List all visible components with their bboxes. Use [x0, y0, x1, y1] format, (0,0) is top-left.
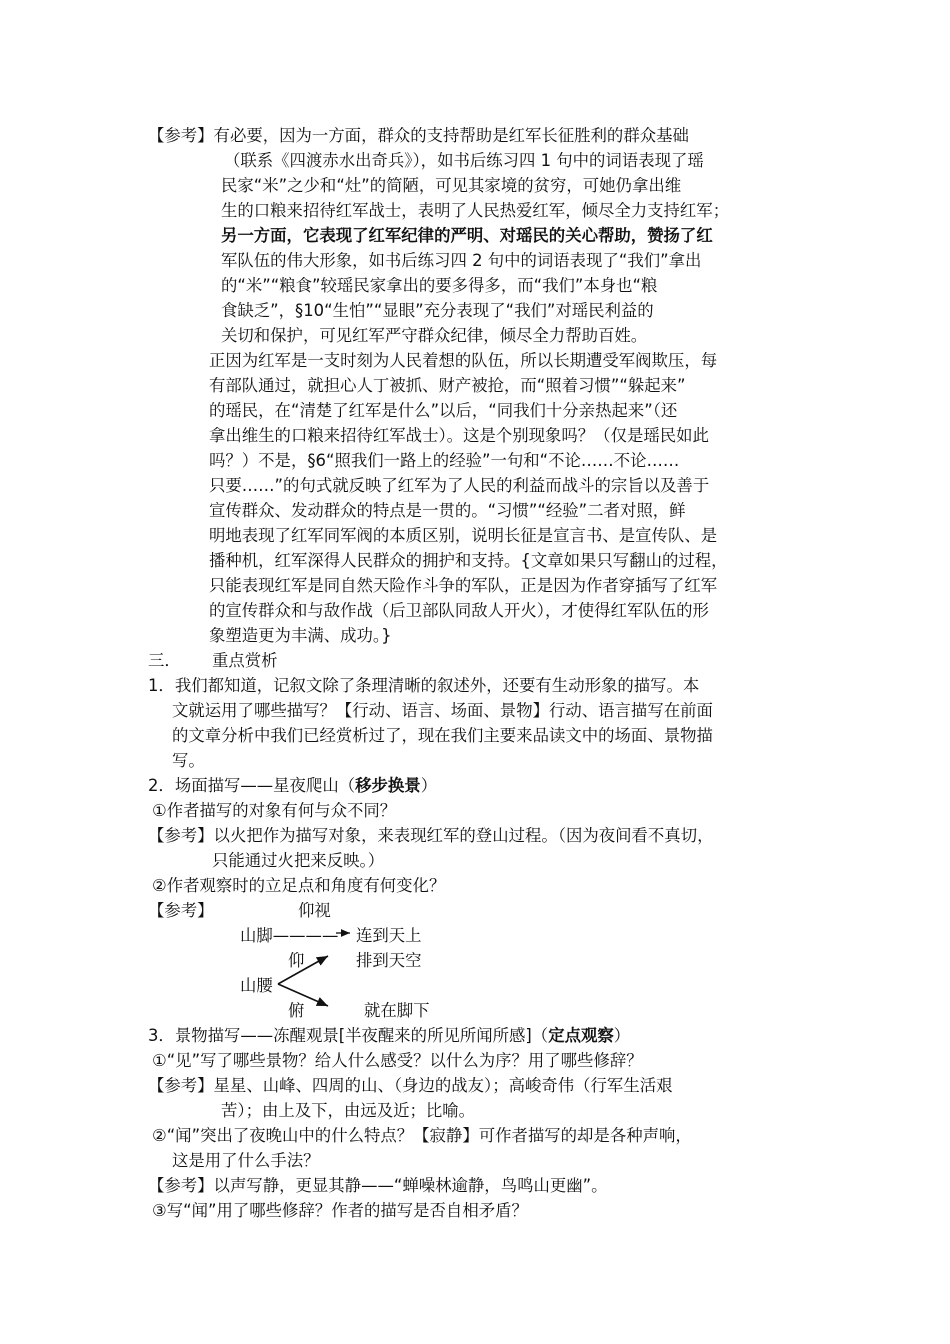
text-line: 的文章分析中我们已经赏析过了，现在我们主要来品读文中的场面、景物描: [172, 726, 713, 745]
diagram-label: 仰: [288, 951, 305, 970]
text-line: 关切和保护，可见红军严守群众纪律，倾尽全力帮助百姓。: [221, 326, 648, 345]
text-line: 另一方面，它表现了红军纪律的严明、对瑶民的关心帮助，赞扬了红: [221, 226, 713, 245]
text-line: 有部队通过，就担心人丁被抓、财产被抢，而“照着习惯”“躲起来”: [209, 376, 686, 395]
text-line: ②作者观察时的立足点和角度有何变化？: [152, 876, 446, 895]
text-line: 【参考】以声写静，更显其静——“蝉噪林逾静，鸟鸣山更幽”。: [148, 1176, 608, 1195]
text-line: 的“米”“粮食”较瑶民家拿出的要多得多，而“我们”本身也“粮: [221, 276, 658, 295]
text-line: 象塑造更为丰满、成功。}: [209, 626, 392, 645]
text-line: 宣传群众、发动群众的特点是一贯的。“习惯”“经验”二者对照，鲜: [209, 501, 686, 520]
diagram-label: 山腰: [240, 976, 273, 995]
text-line: 这是用了什么手法？: [172, 1151, 320, 1170]
text-line: 吗？）不是，§6“照我们一路上的经验”一句和“不论……不论……: [209, 451, 680, 470]
text-line: 3．景物描写——冻醒观景[半夜醒来的所见所闻所感]（定点观察）: [148, 1026, 631, 1045]
arrow-down: [278, 984, 328, 1006]
text-line: 【参考】有必要，因为一方面，群众的支持帮助是红军长征胜利的群众基础: [148, 126, 689, 145]
text-line: 拿出维生的口粮来招待红军战士）。这是个别现象吗？（仅是瑶民如此: [209, 426, 709, 445]
text-line: 播种机，红军深得人民群众的拥护和支持。{文章如果只写翻山的过程，: [209, 551, 728, 570]
text-line: 苦）；由上及下，由远及近；比喻。: [221, 1101, 476, 1120]
text-line: 的瑶民，在“清楚了红军是什么”以后，“同我们十分亲热起来”（还: [209, 401, 678, 420]
text-line: 只要……”的句式就反映了红军为了人民的利益而战斗的宗旨以及善于: [209, 476, 710, 495]
diagram-label: 排到天空: [356, 951, 422, 970]
text-line: 军队伍的伟大形象，如书后练习四 2 句中的词语表现了“我们”拿出: [221, 251, 702, 270]
text-line: 【参考】星星、山峰、四周的山、（身边的战友）；高峻奇伟（行军生活艰: [148, 1076, 673, 1095]
diagram-label: 就在脚下: [364, 1001, 430, 1020]
diagram-label: 俯: [288, 1001, 305, 1020]
text-line: 正因为红军是一支时刻为人民着想的队伍，所以长期遭受军阀欺压，每: [209, 351, 718, 370]
text-line: 2．场面描写——星夜爬山（移步换景）: [148, 776, 438, 795]
text-line: （联系《四渡赤水出奇兵》），如书后练习四 1 句中的词语表现了瑶: [224, 151, 704, 170]
text-line: 只能通过火把来反映。）: [212, 851, 385, 870]
diagram-label: 连到天上: [356, 926, 422, 945]
arrow-up: [278, 956, 328, 984]
text-line: 明地表现了红军同军阀的本质区别，说明长征是宣言书、是宣传队、是: [209, 526, 718, 545]
text-line: 的宣传群众和与敌作战（后卫部队同敌人开火），才使得红军队伍的形: [209, 601, 709, 620]
diagram-label: 山脚————: [240, 926, 339, 945]
section-heading: 重点赏析: [212, 651, 278, 670]
text-line: 写。: [172, 751, 205, 770]
text-line: 只能表现红军是同自然天险作斗争的军队，正是因为作者穿插写了红军: [209, 576, 718, 595]
text-line: 生的口粮来招待红军战士，表明了人民热爱红军，倾尽全力支持红军；: [221, 201, 730, 220]
text-line: 【参考】以火把作为描写对象，来表现红军的登山过程。（因为夜间看不真切，: [148, 826, 714, 845]
text-line: 文就运用了哪些描写？【行动、语言、场面、景物】行动、语言描写在前面: [172, 701, 713, 720]
text-line: ①作者描写的对象有何与众不同？: [152, 801, 397, 820]
text-line: 食缺乏”，§10“生怕”“显眼”充分表现了“我们”对瑶民利益的: [221, 301, 654, 320]
text-line: 民家“米”之少和“灶”的简陋，可见其家境的贫穷，可她仍拿出维: [221, 176, 682, 195]
text-line: ②“闻”突出了夜晚山中的什么特点？【寂静】可作者描写的却是各种声响，: [152, 1126, 692, 1145]
diagram-label: 仰视: [298, 901, 331, 920]
text-line: ③写“闻”用了哪些修辞？作者的描写是否自相矛盾？: [152, 1201, 528, 1220]
section-number: 三．: [148, 651, 181, 670]
text-line: 1．我们都知道，记叙文除了条理清晰的叙述外，还要有生动形象的描写。本: [148, 676, 700, 695]
text-line: ①“见”写了哪些景物？给人什么感受？以什么为序？用了哪些修辞？: [152, 1051, 643, 1070]
text-line: 【参考】: [148, 901, 214, 920]
